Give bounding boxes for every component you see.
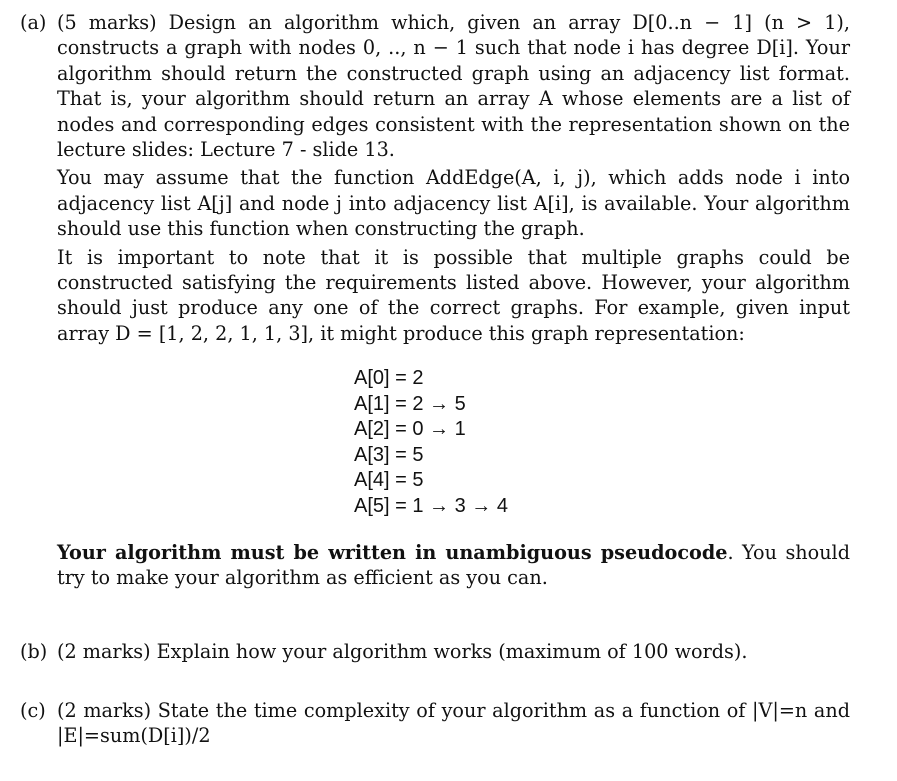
question-a-paragraph-1: (5 marks) Design an algorithm which, given an array D[0..n − 1] (n > 1), constructs a graph with nodes 0, .., n − 1 such that node i has degree D[i]. Your algorithm should return the constructed graph using an adjacency list format. That is, your algorithm should return an array A whose elements are a list of nodes and corresponding edges consistent with the representation shown on the lecture slides: Lecture 7 - slide 13. (57, 11, 850, 162)
question-c-text: (2 marks) State the time complexity of your algorithm as a function of |V|=n and |E|=sum(D[i])/2 (57, 699, 850, 748)
question-b-text: (2 marks) Explain how your algorithm works (maximum of 100 words). (57, 640, 748, 663)
question-b (20, 639, 850, 664)
question-a-body (57, 10, 850, 346)
question-a-paragraph-3: It is important to note that it is possible that multiple graphs could be constructed satisfying the requirements listed above. However, your algorithm should just produce any one of the correct graphs. For example, given input array D = [1, 2, 2, 1, 1, 3], it might produce this graph representation: (57, 245, 850, 345)
adjacency-row-0: A[0] = 2 (354, 367, 424, 389)
adjacency-row-2: A[2] = 0 → 1 (354, 418, 466, 441)
question-a-label: (a) (20, 11, 47, 34)
adjacency-list-example (354, 366, 508, 520)
pseudocode-requirement-rest: . You should try to make your algorithm as efficient as you can. (57, 541, 850, 590)
pseudocode-requirement (57, 540, 850, 591)
question-c-label: (c) (20, 699, 46, 722)
adjacency-row-3: A[3] = 5 (354, 443, 424, 466)
question-a-paragraph-2: You may assume that the function AddEdge(A, i, j), which adds node i into adjacency list A[j] and node j into adjacency list A[i], is available. Your algorithm should use this function when constructing the graph. (57, 166, 850, 241)
question-a (20, 10, 850, 346)
adjacency-row-1: A[1] = 2 → 5 (354, 392, 466, 415)
pseudocode-requirement-bold: Your algorithm must be written in unambiguous pseudocode (57, 541, 728, 564)
adjacency-row-4: A[4] = 5 (354, 469, 424, 492)
adjacency-row-5: A[5] = 1 → 3 → 4 (354, 494, 508, 517)
question-a-requirements (20, 540, 850, 591)
question-b-label: (b) (20, 640, 48, 663)
question-c (20, 698, 850, 749)
